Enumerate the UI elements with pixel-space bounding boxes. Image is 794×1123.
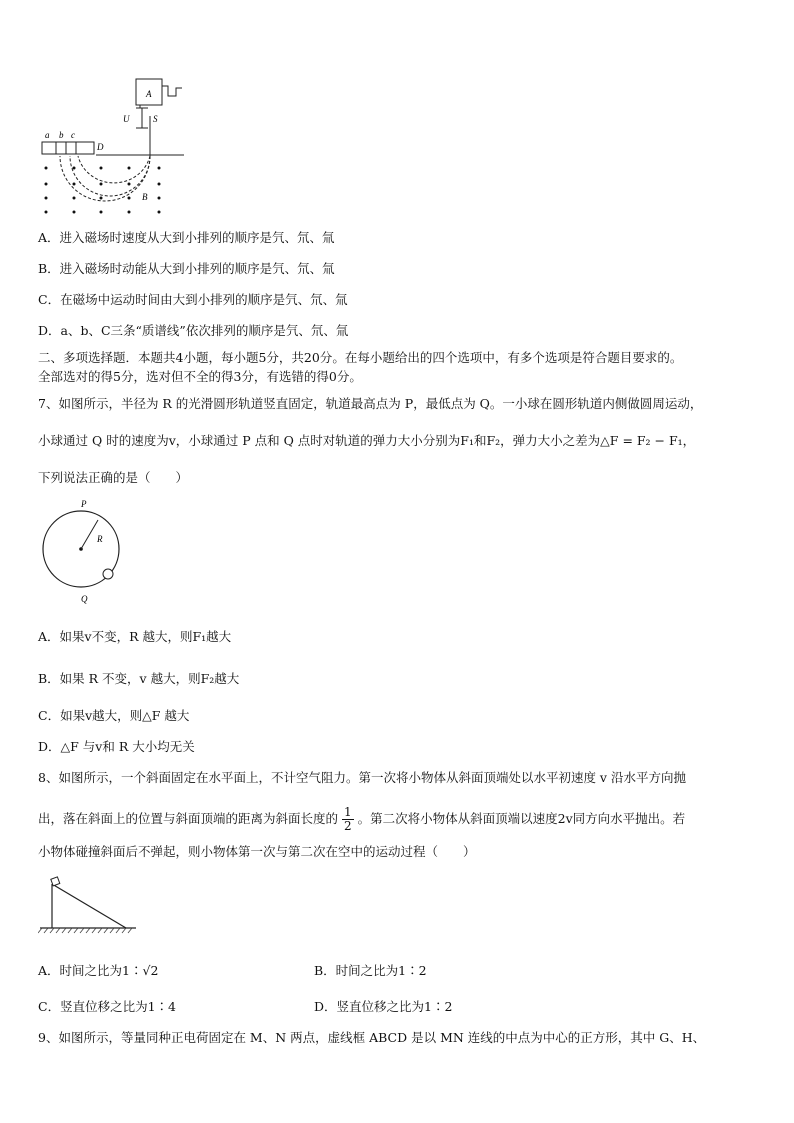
q8-line2-part2: 。第二次将小物体从斜面顶端以速度2v同方向水平抛出。若	[357, 811, 686, 826]
label-A: A	[146, 89, 152, 99]
q8-line2-part1: 出，落在斜面上的位置与斜面顶端的距离为斜面长度的	[38, 811, 339, 826]
q8-line2	[38, 806, 685, 833]
fraction	[342, 806, 354, 833]
q6-option-c: C．在磁场中运动时间由大到小排列的顺序是氕、氘、氚	[38, 292, 348, 307]
q7-line3: 下列说法正确的是（ ）	[38, 470, 189, 485]
q7-option-b: B．如果 R 不变，v 越大，则F₂越大	[38, 671, 240, 686]
label-R: R	[97, 534, 103, 544]
label-D: D	[97, 142, 104, 152]
q7-option-a: A．如果v不变，R 越大，则F₁越大	[38, 629, 232, 644]
q9-line1: 9、如图所示，等量同种正电荷固定在 M、N 两点，虚线框 ABCD 是以 MN 连线的中点为中心的正方形，其中 G、H、	[38, 1030, 706, 1045]
label-c: c	[71, 130, 75, 140]
mass-spectrometer-figure	[36, 76, 186, 221]
q7-line2: 小球通过 Q 时的速度为v，小球通过 P 点和 Q 点时对轨道的弹力大小分别为F₁和F₂，弹力大小之差为△F = F₂ − F₁，	[38, 433, 696, 448]
label-a: a	[45, 130, 50, 140]
q8-option-a: A．时间之比为1∶√2	[38, 963, 159, 978]
label-Q: Q	[81, 594, 88, 604]
q7-option-d: D．△F 与v和 R 大小均无关	[38, 739, 195, 754]
q8-option-c: C．竖直位移之比为1∶4	[38, 999, 176, 1014]
q6-option-a: A．进入磁场时速度从大到小排列的顺序是氕、氘、氚	[38, 230, 335, 245]
q8-line3: 小物体碰撞斜面后不弹起，则小物体第一次与第二次在空中的运动过程（ ）	[38, 844, 476, 859]
label-B: B	[142, 192, 148, 202]
section2-line2: 全部选对的得5分，选对但不全的得3分，有选错的得0分。	[38, 369, 362, 384]
fraction-denominator: 2	[344, 819, 352, 833]
q8-option-b: B．时间之比为1∶2	[314, 963, 427, 978]
q7-line1: 7、如图所示，半径为 R 的光滑圆形轨道竖直固定，轨道最高点为 P，最低点为 Q。一小球在圆形轨道内侧做圆周运动，	[38, 396, 703, 411]
label-P: P	[81, 499, 87, 509]
label-U: U	[123, 114, 130, 124]
incline-figure	[38, 874, 138, 936]
label-b: b	[59, 130, 64, 140]
fraction-numerator: 1	[344, 805, 352, 819]
circular-track-figure	[38, 498, 128, 608]
q8-line1: 8、如图所示，一个斜面固定在水平面上，不计空气阻力。第一次将小物体从斜面顶端处以水平初速度 v 沿水平方向抛	[38, 770, 686, 785]
q7-option-c: C．如果v越大，则△F 越大	[38, 708, 190, 723]
q6-option-d: D．a、b、C三条“质谱线”依次排列的顺序是氕、氘、氚	[38, 323, 349, 338]
section2-line1: 二、多项选择题．本题共4小题，每小题5分，共20分。在每小题给出的四个选项中，有多个选项是符合题目要求的。	[38, 350, 683, 365]
label-S: S	[153, 114, 158, 124]
q8-option-d: D．竖直位移之比为1∶2	[314, 999, 453, 1014]
q6-option-b: B．进入磁场时动能从大到小排列的顺序是氕、氘、氚	[38, 261, 335, 276]
